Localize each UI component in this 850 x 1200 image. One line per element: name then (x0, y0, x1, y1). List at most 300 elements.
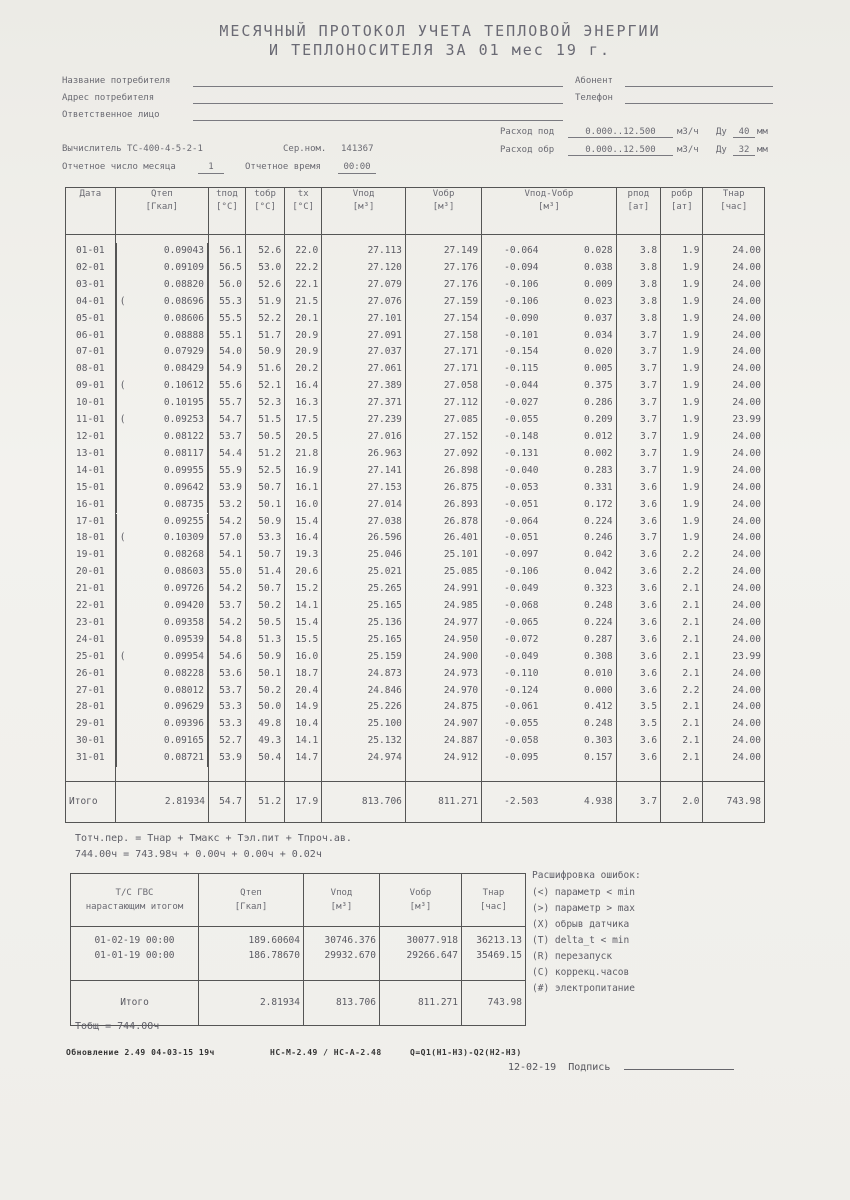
cell-vo: 26.898 (405, 463, 481, 480)
cell-tp: 55.1 (208, 328, 245, 345)
cell-tn: 24.00 (703, 294, 765, 311)
row-flag: ( (119, 414, 126, 426)
cell-vp: 25.136 (322, 615, 406, 632)
cell-dv (482, 530, 617, 547)
row-dv2: 0.000 (584, 684, 613, 696)
cell-po: 1.9 (661, 395, 703, 412)
cell-vp: 26.596 (322, 530, 406, 547)
cell-to: 50.0 (246, 699, 285, 716)
cell-to: 50.9 (246, 649, 285, 666)
cell-vo: 27.176 (405, 260, 481, 277)
cell-tn: 24.00 (703, 750, 765, 767)
footer-formula: Q=Q1(H1-H3)-Q2(H2-H3) (410, 1048, 522, 1057)
row-dv2: 0.042 (584, 549, 613, 561)
cell-dv (482, 750, 617, 767)
cell-tn: 24.00 (703, 497, 765, 514)
cell-to: 52.2 (246, 311, 285, 328)
cell-pp: 3.6 (616, 615, 660, 632)
cell-vp: 27.141 (322, 463, 406, 480)
cell-po: 2.2 (661, 564, 703, 581)
cell-tx: 22.2 (285, 260, 322, 277)
row-q: 0.08696 (163, 295, 204, 307)
cell-pp: 3.6 (616, 598, 660, 615)
cell-q (116, 260, 208, 277)
row-dv2: 0.308 (584, 650, 613, 662)
consumer-name-label: Название потребителя (62, 76, 171, 86)
row-q: 0.08820 (163, 278, 204, 290)
cell-tx: 14.7 (285, 750, 322, 767)
cell-po: 2.1 (661, 699, 703, 716)
cell-vp: 25.165 (322, 598, 406, 615)
cell-vp: 26.963 (322, 446, 406, 463)
cell-po: 1.9 (661, 277, 703, 294)
total-to: 51.2 (246, 782, 285, 823)
cell-tx: 14.9 (285, 699, 322, 716)
cell-date (66, 463, 116, 480)
total-vo: 811.271 (405, 782, 481, 823)
row-dv2: 0.009 (584, 278, 613, 290)
cell-date (66, 429, 116, 446)
row-q: 0.09396 (163, 718, 204, 730)
cum-row-label: 01-02-19 00:00 (71, 933, 199, 948)
report-time-value: 00:00 (343, 162, 371, 172)
row-flag: ( (119, 532, 126, 544)
cell-dv (482, 632, 617, 649)
cell-to: 50.1 (246, 666, 285, 683)
cell-pp: 3.6 (616, 497, 660, 514)
cell-dv (482, 311, 617, 328)
row-date: 27-01 (76, 684, 105, 696)
cell-vp: 25.021 (322, 564, 406, 581)
du-return-unit: мм (757, 145, 768, 155)
cell-to: 50.5 (246, 615, 285, 632)
table-row (66, 649, 765, 666)
cell-q (116, 683, 208, 700)
row-q: 0.08735 (163, 498, 204, 510)
cell-to: 52.5 (246, 463, 285, 480)
table-row (66, 277, 765, 294)
row-date: 03-01 (76, 278, 105, 290)
cumulative-row (71, 948, 526, 963)
cell-vp: 25.226 (322, 699, 406, 716)
cell-pp: 3.7 (616, 328, 660, 345)
cell-tx: 16.3 (285, 395, 322, 412)
cell-vp: 27.076 (322, 294, 406, 311)
cell-dv (482, 260, 617, 277)
cell-po: 2.2 (661, 683, 703, 700)
cell-date (66, 733, 116, 750)
row-dv: -0.064 (504, 245, 539, 256)
table-row (66, 716, 765, 733)
cell-pp: 3.6 (616, 547, 660, 564)
row-date: 29-01 (76, 718, 105, 730)
row-q: 0.07929 (163, 346, 204, 358)
row-dv: -0.090 (504, 312, 539, 324)
row-date: 16-01 (76, 498, 105, 510)
cell-tn: 24.00 (703, 344, 765, 361)
cell-vo: 27.112 (405, 395, 481, 412)
row-date: 22-01 (76, 600, 105, 612)
title-line-2: И ТЕПЛОНОСИТЕЛЯ ЗА 01 мес 19 г. (269, 41, 611, 59)
cell-vo: 27.152 (405, 429, 481, 446)
row-dv2: 0.283 (584, 464, 613, 476)
row-dv2: 0.331 (584, 481, 613, 493)
daily-table (65, 187, 765, 823)
total-time: Tобщ = 744.00ч (75, 1021, 160, 1032)
cell-tn: 24.00 (703, 395, 765, 412)
cell-q (116, 699, 208, 716)
row-q: 0.09255 (163, 515, 204, 527)
cell-q (116, 412, 208, 429)
cell-date (66, 649, 116, 666)
row-dv2: 0.303 (584, 735, 613, 747)
cell-tx: 15.4 (285, 615, 322, 632)
total-dv-pos: 4.938 (584, 796, 613, 808)
cell-tp: 54.4 (208, 446, 245, 463)
cell-tp: 53.3 (208, 716, 245, 733)
cell-tx: 21.8 (285, 446, 322, 463)
row-dv2: 0.224 (584, 616, 613, 628)
cell-vp: 27.239 (322, 412, 406, 429)
col-header-pp: pпод [ат] (616, 188, 660, 235)
cum-row-q: 186.78670 (199, 948, 304, 963)
cell-pp: 3.8 (616, 294, 660, 311)
cell-tn: 24.00 (703, 598, 765, 615)
cell-q (116, 716, 208, 733)
cell-q (116, 480, 208, 497)
row-q: 0.09539 (163, 633, 204, 645)
du-return-line (733, 155, 755, 156)
cell-tp: 54.1 (208, 547, 245, 564)
phone-line (625, 103, 773, 104)
row-date: 12-01 (76, 430, 105, 442)
row-dv2: 0.375 (584, 380, 613, 392)
cell-date (66, 666, 116, 683)
row-q: 0.08122 (163, 430, 204, 442)
row-dv: -0.106 (504, 278, 539, 290)
du-supply-label: Ду (716, 127, 727, 137)
cell-to: 50.7 (246, 547, 285, 564)
total-dv (482, 782, 617, 823)
row-dv: -0.065 (504, 616, 539, 628)
row-q: 0.08228 (163, 667, 204, 679)
footer-version: HC-M-2.49 / HC-A-2.48 (270, 1048, 382, 1057)
row-date: 28-01 (76, 701, 105, 713)
cell-dv (482, 716, 617, 733)
cell-tp: 55.9 (208, 463, 245, 480)
cell-tp: 55.5 (208, 311, 245, 328)
cell-tp: 54.2 (208, 514, 245, 531)
cell-vo: 27.171 (405, 361, 481, 378)
cell-dv (482, 480, 617, 497)
cell-dv (482, 564, 617, 581)
cell-tx: 16.0 (285, 497, 322, 514)
cell-vp: 24.873 (322, 666, 406, 683)
cell-pp: 3.5 (616, 716, 660, 733)
signature-label: Подпись (568, 1062, 611, 1073)
row-q: 0.08606 (163, 312, 204, 324)
cumulative-table-header (71, 874, 526, 927)
cell-po: 1.9 (661, 294, 703, 311)
cell-pp: 3.8 (616, 311, 660, 328)
subscriber-label: Абонент (575, 76, 613, 86)
cell-tn: 24.00 (703, 615, 765, 632)
cell-q (116, 666, 208, 683)
cell-po: 2.1 (661, 666, 703, 683)
row-date: 11-01 (76, 414, 105, 426)
cum-header-q: Qтеп [Гкал] (199, 874, 304, 927)
row-date: 30-01 (76, 735, 105, 747)
cell-tx: 20.6 (285, 564, 322, 581)
row-dv: -0.055 (504, 414, 539, 426)
cell-tp: 54.2 (208, 615, 245, 632)
cum-row-vp: 30746.376 (304, 933, 380, 948)
table-row (66, 361, 765, 378)
row-q: 0.08117 (163, 447, 204, 459)
cell-tx: 18.7 (285, 666, 322, 683)
cell-q (116, 733, 208, 750)
cell-po: 1.9 (661, 243, 703, 260)
cell-to: 52.6 (246, 277, 285, 294)
cell-date (66, 716, 116, 733)
col-header-vp: Vпод [м³] (322, 188, 406, 235)
row-dv2: 0.246 (584, 532, 613, 544)
cell-vo: 26.875 (405, 480, 481, 497)
cell-dv (482, 649, 617, 666)
cell-q (116, 564, 208, 581)
title-line-1: МЕСЯЧНЫЙ ПРОТОКОЛ УЧЕТА ТЕПЛОВОЙ ЭНЕРГИИ (219, 22, 661, 40)
cell-tn: 24.00 (703, 581, 765, 598)
cell-to: 51.4 (246, 564, 285, 581)
cell-tx: 20.9 (285, 328, 322, 345)
cell-tn: 24.00 (703, 632, 765, 649)
row-date: 01-01 (76, 245, 105, 256)
legend-item: (R) перезапуск (532, 951, 613, 962)
cell-pp: 3.8 (616, 277, 660, 294)
cell-date (66, 412, 116, 429)
cell-pp: 3.6 (616, 581, 660, 598)
cell-to: 51.6 (246, 361, 285, 378)
cell-vo: 26.401 (405, 530, 481, 547)
row-q: 0.08429 (163, 363, 204, 375)
cell-tn: 24.00 (703, 243, 765, 260)
row-dv: -0.064 (504, 515, 539, 527)
cell-vp: 27.101 (322, 311, 406, 328)
total-pp: 3.7 (616, 782, 660, 823)
cum-row-vo: 29266.647 (380, 948, 462, 963)
row-q: 0.08888 (163, 329, 204, 341)
report-day-line (198, 173, 224, 174)
row-dv: -0.097 (504, 549, 539, 561)
cell-tx: 14.1 (285, 598, 322, 615)
cell-q (116, 598, 208, 615)
flow-supply-line (568, 137, 673, 138)
cumulative-row (71, 933, 526, 948)
row-dv2: 0.028 (584, 245, 613, 256)
table-row (66, 514, 765, 531)
cell-tn: 24.00 (703, 733, 765, 750)
cell-tp: 53.7 (208, 683, 245, 700)
row-dv2: 0.023 (584, 295, 613, 307)
row-q: 0.10612 (163, 380, 204, 392)
cell-pp: 3.6 (616, 480, 660, 497)
cell-dv (482, 429, 617, 446)
cum-row-t: 36213.13 (462, 933, 526, 948)
table-row (66, 260, 765, 277)
legend-title: Расшифровка ошибок: (532, 870, 641, 881)
cell-po: 1.9 (661, 361, 703, 378)
row-flag: ( (119, 650, 126, 662)
row-date: 10-01 (76, 397, 105, 409)
report-time-line (338, 173, 376, 174)
row-q: 0.09109 (163, 261, 204, 273)
cell-vp: 27.153 (322, 480, 406, 497)
cell-dv (482, 328, 617, 345)
cum-header-t: Tнар [час] (462, 874, 526, 927)
cell-vo: 24.970 (405, 683, 481, 700)
cell-to: 51.9 (246, 294, 285, 311)
cell-vp: 27.037 (322, 344, 406, 361)
cell-to: 50.9 (246, 514, 285, 531)
cell-q (116, 750, 208, 767)
table-row (66, 547, 765, 564)
cell-date (66, 598, 116, 615)
cell-tn: 24.00 (703, 514, 765, 531)
cell-tx: 10.4 (285, 716, 322, 733)
col-header-po: pобр [ат] (661, 188, 703, 235)
row-dv: -0.049 (504, 650, 539, 662)
col-header-tn: Tнар [час] (703, 188, 765, 235)
cell-tn: 24.00 (703, 530, 765, 547)
subscriber-line (625, 86, 773, 87)
cell-vo: 24.907 (405, 716, 481, 733)
row-dv: -0.131 (504, 447, 539, 459)
cell-vo: 27.149 (405, 243, 481, 260)
cell-tp: 53.9 (208, 750, 245, 767)
row-dv: -0.051 (504, 532, 539, 544)
col-header-date: Дата (66, 188, 116, 235)
cell-po: 2.1 (661, 750, 703, 767)
table-row (66, 733, 765, 750)
cum-total-label: Итого (71, 981, 199, 1026)
cell-to: 50.2 (246, 683, 285, 700)
row-dv: -0.124 (504, 684, 539, 696)
cell-date (66, 564, 116, 581)
cell-date (66, 311, 116, 328)
cell-po: 1.9 (661, 497, 703, 514)
responsible-line (193, 120, 563, 121)
col-header-tx: tх [°С] (285, 188, 322, 235)
cell-dv (482, 615, 617, 632)
cell-to: 51.3 (246, 632, 285, 649)
signature-line (624, 1069, 734, 1070)
cell-tn: 24.00 (703, 446, 765, 463)
cumulative-total-row (71, 981, 526, 1026)
cell-q (116, 514, 208, 531)
row-date: 20-01 (76, 566, 105, 578)
row-dv2: 0.005 (584, 363, 613, 375)
cell-date (66, 581, 116, 598)
cell-dv (482, 294, 617, 311)
serial-label: Сер.ном. (283, 144, 327, 154)
row-dv: -0.040 (504, 464, 539, 476)
cell-vo: 27.154 (405, 311, 481, 328)
cell-tp: 56.0 (208, 277, 245, 294)
cell-to: 51.5 (246, 412, 285, 429)
table-row (66, 581, 765, 598)
row-dv: -0.106 (504, 295, 539, 307)
cell-tx: 22.1 (285, 277, 322, 294)
col-header-tp: tпод [°С] (208, 188, 245, 235)
du-return-value: 32 (738, 145, 750, 155)
cell-tx: 20.1 (285, 311, 322, 328)
cell-vo: 25.101 (405, 547, 481, 564)
cell-to: 49.8 (246, 716, 285, 733)
cell-to: 50.7 (246, 480, 285, 497)
cell-date (66, 361, 116, 378)
cell-date (66, 750, 116, 767)
cell-dv (482, 243, 617, 260)
cell-po: 1.9 (661, 514, 703, 531)
cell-tn: 24.00 (703, 463, 765, 480)
cell-date (66, 395, 116, 412)
row-date: 31-01 (76, 752, 105, 764)
row-dv: -0.051 (504, 498, 539, 510)
du-return-label: Ду (716, 145, 727, 155)
cell-tp: 54.9 (208, 361, 245, 378)
row-q: 0.09358 (163, 616, 204, 628)
cell-tn: 24.00 (703, 378, 765, 395)
cum-total-vo: 811.271 (380, 981, 462, 1026)
cell-q (116, 632, 208, 649)
cell-pp: 3.6 (616, 649, 660, 666)
cell-vp: 27.016 (322, 429, 406, 446)
row-date: 08-01 (76, 363, 105, 375)
row-q: 0.10309 (163, 532, 204, 544)
cell-tp: 54.7 (208, 412, 245, 429)
cell-vo: 26.893 (405, 497, 481, 514)
cell-date (66, 547, 116, 564)
cell-pp: 3.7 (616, 378, 660, 395)
cell-to: 52.1 (246, 378, 285, 395)
cell-vp: 27.371 (322, 395, 406, 412)
row-dv: -0.058 (504, 735, 539, 747)
row-dv: -0.055 (504, 718, 539, 730)
cell-vp: 25.132 (322, 733, 406, 750)
total-tn: 743.98 (703, 782, 765, 823)
cell-pp: 3.7 (616, 395, 660, 412)
cell-q (116, 395, 208, 412)
cell-dv (482, 733, 617, 750)
cell-date (66, 378, 116, 395)
cell-q (116, 311, 208, 328)
phone-label: Телефон (575, 93, 613, 103)
cell-po: 2.1 (661, 615, 703, 632)
consumer-address-line (193, 103, 563, 104)
flow-return-unit: м3/ч (677, 145, 699, 155)
cell-tp: 54.2 (208, 581, 245, 598)
daily-table-header (66, 188, 765, 235)
cell-dv (482, 446, 617, 463)
total-label: Итого (66, 782, 116, 823)
du-supply-unit: мм (757, 127, 768, 137)
row-dv: -0.110 (504, 667, 539, 679)
cell-to: 53.0 (246, 260, 285, 277)
row-date: 18-01 (76, 532, 105, 544)
flow-supply-range: 0.000..12.500 (585, 127, 656, 137)
cell-vo: 27.158 (405, 328, 481, 345)
cell-vp: 25.265 (322, 581, 406, 598)
